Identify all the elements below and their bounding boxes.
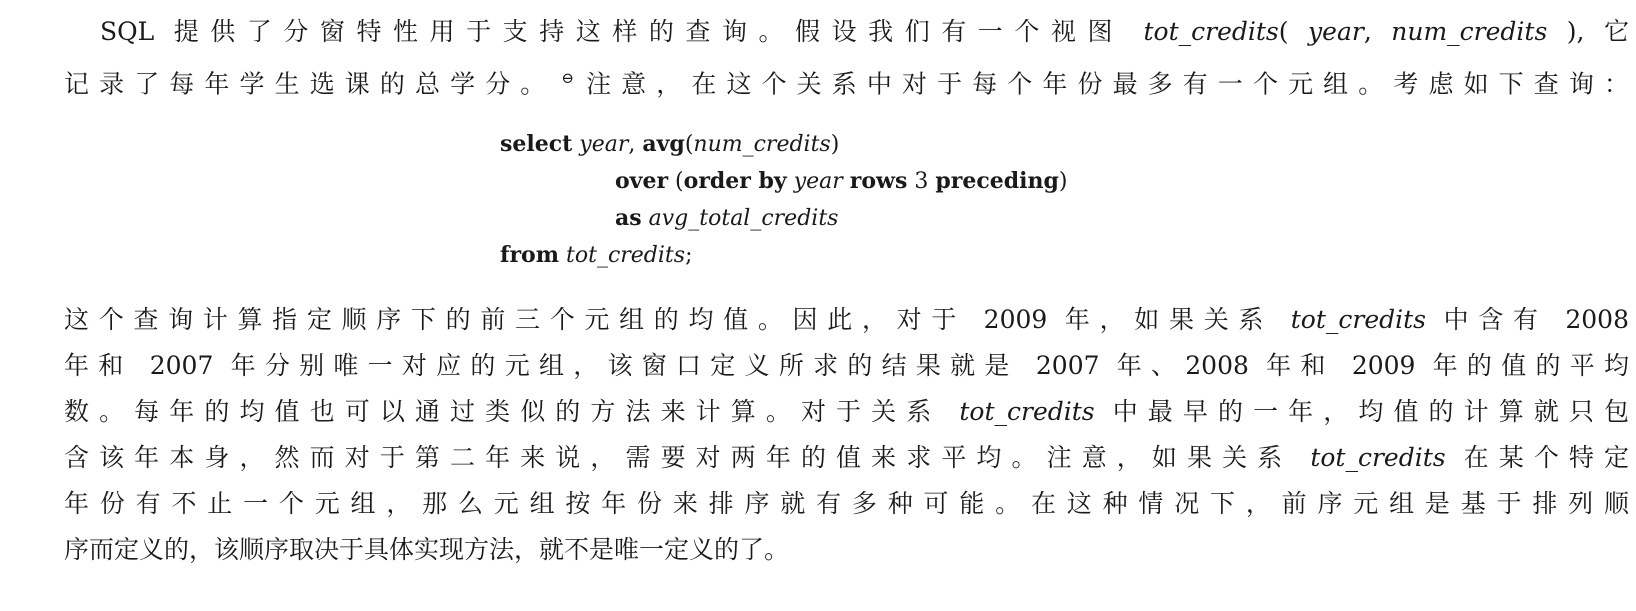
code-line-2 xyxy=(500,163,1067,200)
keyword-avg: avg xyxy=(642,131,685,157)
relation-name: tot_credits xyxy=(1310,443,1446,472)
paragraph-2-line-1 xyxy=(64,300,1629,340)
text: ), 它 xyxy=(1547,17,1629,46)
text: 年和 2007 年分别唯一对应的元组，该窗口定义所求的结果就是 2007 年、2008 年和 2009 年的值的平均 xyxy=(64,351,1629,380)
keyword-order-by: order by xyxy=(683,168,787,194)
keyword-as: as xyxy=(615,205,642,231)
text: 这个查询计算指定顺序下的前三个元组的均值。因此，对于 2009 年，如果关系 xyxy=(64,305,1291,334)
text: 含该年本身，然而对于第二年来说，需要对两年的值来求平均。注意，如果关系 xyxy=(64,443,1311,472)
text: SQL 提供了分窗特性用于支持这样的查询。假设我们有一个视图 xyxy=(100,17,1144,46)
text: 中含有 2008 xyxy=(1426,305,1629,334)
identifier-year: year xyxy=(579,132,629,157)
view-name: tot_credits xyxy=(1143,17,1279,46)
sql-code-block xyxy=(500,126,1067,274)
identifier-year: year xyxy=(793,169,843,194)
footnote-marker: ⊖ xyxy=(561,69,574,87)
text: ( xyxy=(1278,17,1309,46)
number-literal: 3 xyxy=(914,169,929,194)
text: 年份有不止一个元组，那么元组按年份来排序就有多种可能。在这种情况下，前序元组是基于排列顺 xyxy=(64,489,1629,518)
code-line-3 xyxy=(500,200,1067,237)
text: , xyxy=(1363,17,1392,46)
punctuation: ( xyxy=(684,132,694,157)
code-line-1 xyxy=(500,126,1067,163)
paragraph-1-line-1 xyxy=(100,12,1629,52)
keyword-preceding: preceding xyxy=(935,168,1059,194)
keyword-rows: rows xyxy=(849,168,908,194)
punctuation: ; xyxy=(685,243,693,268)
attribute-num-credits: num_credits xyxy=(1391,17,1548,46)
text: 记录了每年学生选课的总学分。 xyxy=(64,69,556,99)
paragraph-2-line-6 xyxy=(64,530,1629,570)
text: 数。每年的均值也可以通过类似的方法来计算。对于关系 xyxy=(64,397,960,426)
paragraph-2-line-3 xyxy=(64,392,1629,432)
identifier-table: tot_credits xyxy=(566,243,686,268)
text: 注意，在这个关系中对于每个年份最多有一个元组。考虑如下查询： xyxy=(575,69,1629,99)
punctuation: ( xyxy=(675,169,684,194)
text: 中最早的一年，均值的计算就只包 xyxy=(1094,397,1629,426)
punctuation: ) xyxy=(830,132,840,157)
code-line-4 xyxy=(500,237,1067,274)
relation-name: tot_credits xyxy=(1290,305,1427,334)
text: 序而定义的，该顺序取决于具体实现方法，就不是唯一定义的了。 xyxy=(64,535,790,564)
identifier-num-credits: num_credits xyxy=(693,132,831,157)
relation-name: tot_credits xyxy=(959,397,1095,426)
punctuation: , xyxy=(628,132,636,157)
keyword-over: over xyxy=(615,168,669,194)
attribute-year: year xyxy=(1308,17,1364,46)
keyword-select: select xyxy=(500,131,573,157)
paragraph-2-line-4 xyxy=(64,438,1629,478)
text: 在某个特定 xyxy=(1445,443,1630,472)
paragraph-1-line-2 xyxy=(64,58,1629,104)
punctuation: ) xyxy=(1058,169,1068,194)
paragraph-2-line-5 xyxy=(64,484,1629,524)
keyword-from: from xyxy=(500,242,560,268)
paragraph-2-line-2 xyxy=(64,346,1629,386)
identifier-alias: avg_total_credits xyxy=(648,206,839,231)
